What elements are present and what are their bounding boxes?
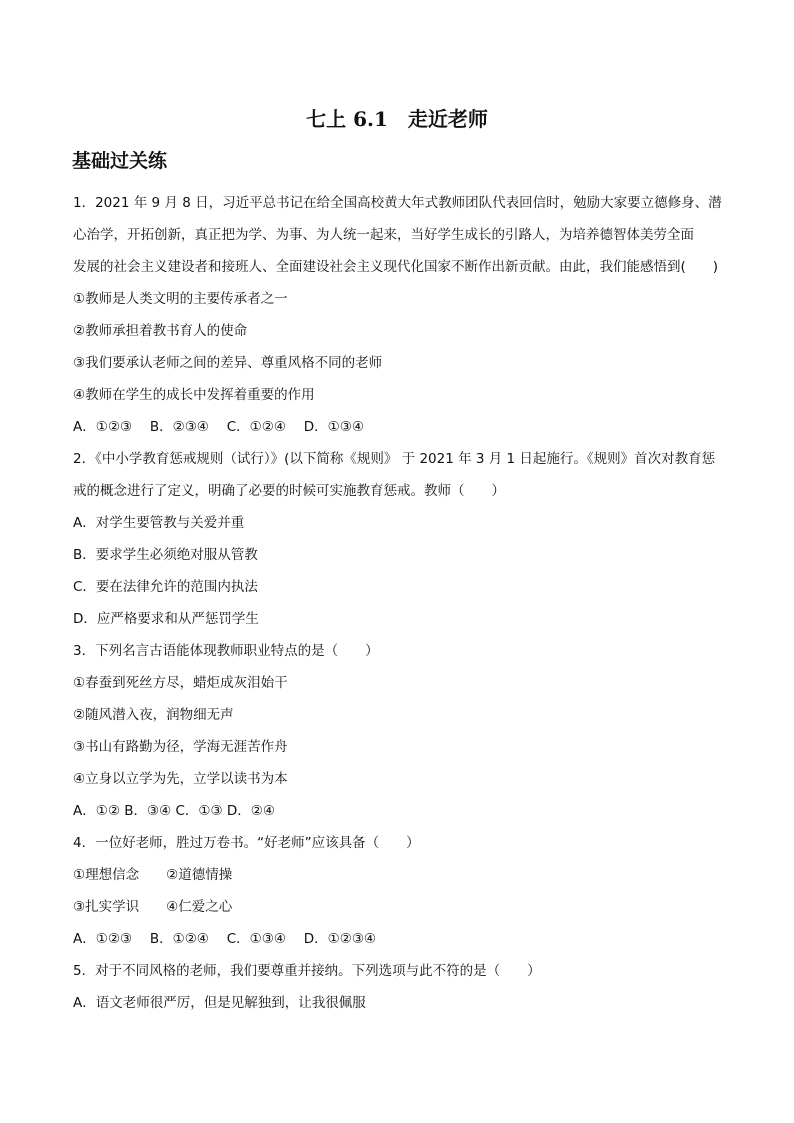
- option-statement: ③我们要承认老师之间的差异、尊重风格不同的老师: [73, 355, 383, 371]
- answer-choice: A．语文老师很严厉，但是见解独到，让我很佩服: [73, 995, 366, 1011]
- option-statement: ③扎实学识 ④仁爱之心: [73, 899, 233, 915]
- answer-choice: D．应严格要求和从严惩罚学生: [73, 611, 259, 627]
- answer-choices: A．①②③ B．②③④ C．①②④ D．①③④: [73, 419, 364, 435]
- text-line: 3．下列名言古语能体现教师职业特点的是（ ）: [73, 643, 379, 659]
- option-statement: ②随风潜入夜，润物细无声: [73, 707, 234, 723]
- option-statement: ②教师承担着教书育人的使命: [73, 323, 248, 339]
- option-statement: ①理想信念 ②道德情操: [73, 867, 233, 883]
- text-line: 1．2021 年 9 月 8 日，习近平总书记在给全国高校黄大年式教师团队代表回信时，勉励大家要立德修身、潜: [73, 195, 722, 211]
- text-line: 5．对于不同风格的老师，我们要尊重并接纳。下列选项与此不符的是（ ）: [73, 963, 541, 979]
- text-line: 发展的社会主义建设者和接班人、全面建设社会主义现代化国家不断作出新贡献。由此，我们能感悟到( ): [73, 259, 719, 275]
- option-statement: ①春蚕到死丝方尽，蜡炬成灰泪始干: [73, 675, 288, 691]
- answer-choice: B．要求学生必须绝对服从管教: [73, 547, 258, 563]
- option-statement: ④教师在学生的成长中发挥着重要的作用: [73, 387, 315, 403]
- answer-choice: C．要在法律允许的范围内执法: [73, 579, 258, 595]
- answer-choices: A．①② B．③④ C．①③ D．②④: [73, 803, 276, 819]
- text-line: 戒的概念进行了定义，明确了必要的时候可实施教育惩戒。教师（ ）: [73, 483, 505, 499]
- answer-choice: A．对学生要管教与关爱并重: [73, 515, 245, 531]
- answer-choices: A．①②③ B．①②④ C．①③④ D．①②③④: [73, 931, 377, 947]
- option-statement: ①教师是人类文明的主要传承者之一: [73, 291, 288, 307]
- text-line: 2．《中小学教育惩戒规则（试行）》(以下简称《规则》 于 2021 年 3 月 1 日起施行。《规则》首次对教育惩: [73, 451, 716, 467]
- option-statement: ④立身以立学为先，立学以读书为本: [73, 771, 288, 787]
- text-line: 4．一位好老师，胜过万卷书。“好老师”应该具备（ ）: [73, 835, 420, 851]
- page-title: 七上 6.1 走近老师: [306, 107, 488, 131]
- option-statement: ③书山有路勤为径，学海无涯苦作舟: [73, 739, 288, 755]
- question-content: [73, 187, 728, 1019]
- text-line: 心治学，开拓创新，真正把为学、为事、为人统一起来，当好学生成长的引路人，为培养德智体美劳全面: [73, 227, 694, 243]
- section-heading: 基础过关练: [72, 150, 168, 172]
